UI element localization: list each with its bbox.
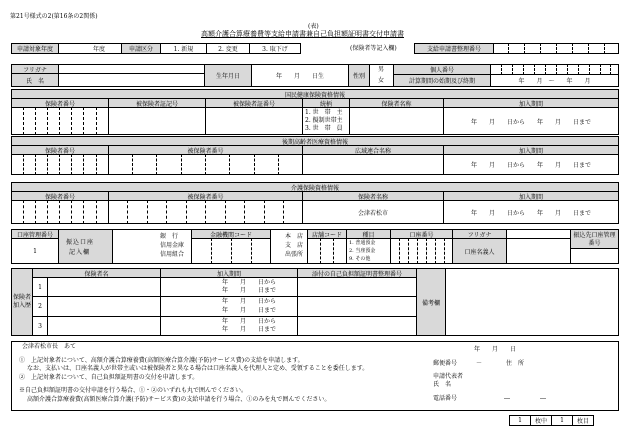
members-col-insurer: 保険者名: [32, 268, 161, 278]
kaigo-col-insurer-name: 保険者名称: [302, 191, 444, 201]
label-target-year: 申請対象年度: [11, 43, 59, 54]
kouki-union-field[interactable]: [302, 154, 444, 175]
relation-head[interactable]: 1. 世 帯 主: [305, 109, 343, 116]
label-account-kind: 種目: [346, 229, 391, 239]
page-total: 1: [551, 415, 573, 426]
label-kinyu: 記入欄: [69, 249, 91, 256]
branch-type-branch[interactable]: 支 店: [285, 242, 304, 249]
label-furikomi: 振込口座: [66, 239, 95, 246]
members-side-label: 保険者加入歴: [11, 268, 33, 336]
label-dest-mgmt-no: 振込先口座管理番号: [573, 232, 616, 247]
kokuho-col-insurer-name: 保険者名称: [349, 98, 444, 108]
member-row-3-to: 年 月 日まで: [222, 326, 277, 333]
kouki-col-period: 加入期間: [443, 145, 619, 155]
label-representative: 申請代表者: [433, 373, 464, 380]
kokuho-col-symbol: 被保険者証記号: [108, 98, 206, 108]
label-rep-name: 氏 名: [433, 381, 452, 388]
phone-dash-2: ―: [540, 395, 546, 402]
kaigo-col-period: 加入期間: [443, 191, 619, 201]
furikomi-label-box: [58, 229, 113, 264]
notice-1b: なお、支払いは、口座名義人が世帯主或いは被保険者と異なる場合は口座名義人を代理人と定め、受領することを委任します。: [27, 365, 369, 372]
member-row-1-no: 1: [32, 277, 48, 297]
label-address: 住 所: [506, 360, 525, 367]
remarks-area[interactable]: [416, 268, 619, 336]
member-row-3-insurer[interactable]: [47, 316, 161, 336]
notice-2: ② 上記対象者について、自己負担額証明書の交付を申請します。: [19, 374, 199, 381]
kouki-col-insurer-no: 保険者番号: [11, 145, 109, 155]
kaigo-col-number: 被保険者番号: [108, 191, 303, 201]
label-sex: 性別: [348, 64, 370, 87]
kouki-period-field[interactable]: 年 月 日から 年 月 日まで: [443, 154, 619, 175]
label-bank-code: 金融機関コード: [191, 229, 271, 239]
kokuho-number-field[interactable]: [205, 107, 303, 135]
option-withdraw[interactable]: 3. 取下げ: [249, 43, 301, 54]
member-row-1-cert[interactable]: [297, 277, 417, 297]
bank-type-bank[interactable]: 銀 行: [160, 233, 179, 240]
label-phone: 電話番号: [433, 395, 458, 402]
page-current: 1: [509, 415, 531, 426]
kouki-col-number: 被保険者番号: [108, 145, 303, 155]
branch-type-main[interactable]: 本 店: [285, 233, 304, 240]
branch-type-office[interactable]: 出張所: [285, 251, 304, 258]
kaigo-col-insurer-no: 保険者番号: [11, 191, 109, 201]
label-branch-code: 店舗コード: [307, 229, 347, 239]
notice-1: ① 上記対象者について、高額介護合算療養費(高額医療合算介護(予防)サービス費)の支給を申請します。: [19, 357, 304, 364]
kokuho-insurer-no-field[interactable]: [11, 107, 109, 135]
branch-code-field[interactable]: [307, 238, 347, 264]
dest-mgmt-field[interactable]: [570, 248, 619, 264]
label-birthdate: 生年月日: [204, 64, 252, 87]
member-row-2-to: 年 月 日まで: [222, 307, 277, 314]
kouki-insurer-no-field[interactable]: [11, 154, 109, 175]
relation-member[interactable]: 3. 世 帯 員: [305, 125, 343, 132]
label-zip: 郵便番号: [433, 360, 458, 367]
label-application-number: 支給申請書整理番号: [414, 43, 494, 54]
account-holder-field[interactable]: [506, 238, 571, 264]
kokuho-period-field[interactable]: 年 月 日から 年 月 日まで: [443, 107, 619, 135]
label-remarks: 備考欄: [416, 268, 446, 336]
kind-other[interactable]: 9. その他: [349, 256, 371, 262]
member-row-2-cert[interactable]: [297, 296, 417, 317]
kokuho-col-relation: 続柄: [302, 98, 350, 108]
label-calc-period: 計算期間の始期及び終期: [393, 74, 491, 87]
label-application-type: 申請区分: [121, 43, 161, 54]
application-date[interactable]: 年 月 日: [474, 346, 517, 353]
kaigo-insurer-name-value: 会津若松市: [302, 200, 444, 224]
bank-type-shinkin[interactable]: 信用金庫: [160, 242, 185, 249]
kaigo-insurer-no-field[interactable]: [11, 200, 109, 224]
kind-checking[interactable]: 2. 当座預金: [349, 248, 376, 254]
kokuho-col-period: 加入期間: [443, 98, 619, 108]
label-account-no: 口座番号: [390, 229, 453, 239]
section-kokuho: 国民健康保険資格情報: [11, 89, 619, 99]
member-row-2-from: 年 月 日から: [222, 298, 277, 305]
label-furigana: フリガナ: [11, 64, 59, 74]
option-change[interactable]: 2. 変更: [206, 43, 250, 54]
option-new[interactable]: 1. 新規: [160, 43, 207, 54]
kokuho-col-insurer-no: 保険者番号: [11, 98, 109, 108]
bank-type-shinkumi[interactable]: 信用組合: [160, 251, 185, 258]
phone-dash-1: ―: [504, 395, 510, 402]
zip-dash: －: [476, 360, 483, 367]
page-title: 高額介護合算療養費等支給申請書兼自己負担額証明書交付申請書: [201, 30, 404, 38]
account-mgmt-value: 1: [11, 238, 59, 264]
page-sheet-label: 枚目: [572, 415, 594, 426]
omote-label: (表): [308, 23, 319, 30]
member-row-1-insurer[interactable]: [47, 277, 161, 297]
label-individual-number: 個人番号: [393, 64, 491, 75]
kouki-col-union: 広域連合名称: [302, 145, 444, 155]
member-row-3-from: 年 月 日から: [222, 318, 277, 325]
label-holder-furigana: フリガナ: [452, 229, 507, 239]
form-number: 第21号様式の2(第16条の2関係): [10, 13, 98, 20]
member-row-3-no: 3: [32, 316, 48, 336]
page-of-label: 枚中: [530, 415, 552, 426]
label-account-holder: 口座名義人: [452, 238, 507, 264]
target-year-field[interactable]: 年度: [58, 43, 122, 54]
section-kouki: 後期高齢者医療資格情報: [11, 136, 619, 146]
birthdate-field[interactable]: 年 月 日生: [251, 64, 349, 87]
kaigo-period-field[interactable]: 年 月 日から 年 月 日まで: [443, 200, 619, 224]
section-kaigo: 介護保険資格情報: [11, 182, 619, 192]
sex-female[interactable]: 女: [378, 77, 385, 84]
notice-3b: 高額介護合算療養費(高額医療合算介護(予防)サービス費)の支給申請を行う場合、①のみを丸で囲んでください。: [27, 396, 331, 403]
label-name: 氏 名: [11, 73, 59, 87]
insurer-entry-label: (保険者等記入欄): [350, 45, 397, 52]
member-row-3-cert[interactable]: [297, 316, 417, 336]
kokuho-insurer-name-field[interactable]: [349, 107, 444, 135]
kind-savings[interactable]: 1. 普通預金: [349, 240, 376, 246]
name-field[interactable]: [58, 73, 205, 87]
notice-3: ※自己負担額証明書の交付申請を行う場合、①・②のいずれも丸で囲んでください。: [19, 387, 248, 394]
members-col-period: 加入期間: [160, 268, 298, 278]
relation-quasi-head[interactable]: 2. 擬制世帯主: [305, 117, 343, 124]
members-col-cert-no: 添付の自己負担額証明書整理番号: [297, 268, 417, 278]
label-account-mgmt-no: 口座管理番号: [11, 229, 59, 239]
member-row-1-to: 年 月 日まで: [222, 287, 277, 294]
kokuho-symbol-field[interactable]: [108, 107, 206, 135]
member-row-1-from: 年 月 日から: [222, 279, 277, 286]
addressee: 会津若松市長 あて: [22, 343, 77, 350]
kokuho-col-number: 被保険者証番号: [205, 98, 303, 108]
member-row-2-insurer[interactable]: [47, 296, 161, 317]
calc-period-field[interactable]: 年 月 ～ 年 月: [490, 74, 619, 87]
member-row-2-no: 2: [32, 296, 48, 317]
sex-male[interactable]: 男: [378, 66, 385, 73]
